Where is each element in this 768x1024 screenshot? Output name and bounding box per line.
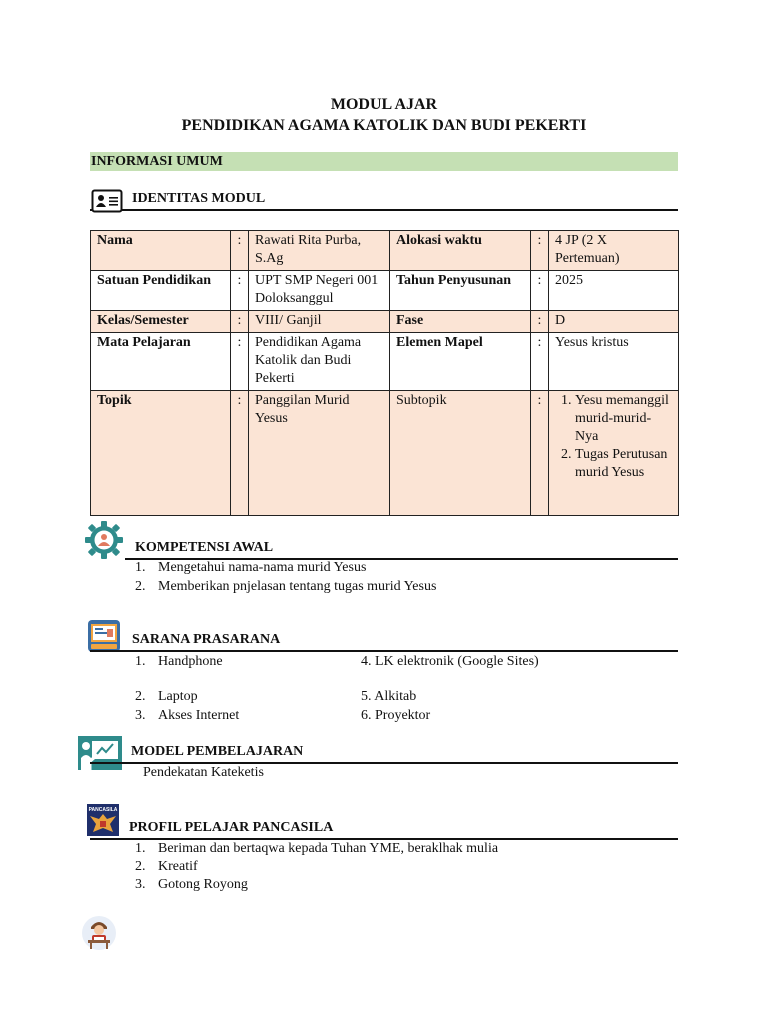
list-text-right: 5. Alkitab [361, 689, 417, 704]
gear-person-icon [84, 520, 124, 565]
module-title: MODUL AJAR [330, 96, 438, 113]
list-item: 1. Yesu memanggil murid-murid-Nya [575, 392, 672, 446]
kompetensi-heading-row [125, 538, 678, 560]
table-row [91, 271, 679, 311]
list-text: Gotong Royong [158, 877, 248, 892]
list-number: 1. [135, 654, 146, 669]
list-text: Beriman dan bertaqwa kepada Tuhan YME, beraklhak mulia [158, 841, 499, 856]
list-text: Laptop [158, 689, 198, 704]
colon: : [231, 271, 249, 311]
list-text-right: 4. LK elektronik (Google Sites) [361, 654, 539, 669]
subtopik-list [555, 392, 672, 482]
colon: : [531, 391, 549, 516]
row-value: Rawati Rita Purba, S.Ag [249, 231, 390, 271]
table-row [91, 333, 679, 391]
list-text: Kreatif [158, 859, 198, 874]
table-row [91, 231, 679, 271]
row-value: Yesus kristus [549, 333, 679, 391]
model-text: Pendekatan Kateketis [143, 765, 264, 780]
list-number: 2. [135, 689, 146, 704]
row-value: Pendidikan Agama Katolik dan Budi Pekerti [249, 333, 390, 391]
row-label: Nama [91, 231, 231, 271]
table-row [91, 311, 679, 333]
list-text: Mengetahui nama-nama murid Yesus [158, 560, 367, 575]
identitas-heading-row [90, 189, 678, 211]
identitas-heading: IDENTITAS MODUL [132, 191, 266, 206]
colon: : [531, 231, 549, 271]
table-row [91, 391, 679, 516]
colon: : [231, 391, 249, 516]
model-heading: MODEL PEMBELAJARAN [131, 744, 304, 759]
sarana-heading-row [90, 630, 678, 652]
list-number: 1. [135, 560, 146, 575]
model-heading-row [90, 742, 678, 764]
row-value: 2025 [549, 271, 679, 311]
row-label: Topik [91, 391, 231, 516]
kompetensi-heading: KOMPETENSI AWAL [135, 540, 274, 555]
row-value: D [549, 311, 679, 333]
profil-heading-row [90, 818, 678, 840]
subtopik-list-cell [549, 391, 679, 516]
pancasila-badge-text: PANCASILA [88, 807, 118, 813]
row-value: Panggilan Murid Yesus [249, 391, 390, 516]
list-item: 2. Tugas Perutusan murid Yesus [575, 446, 672, 482]
list-text-right: 6. Proyektor [361, 707, 431, 723]
list-number: 1. [135, 841, 146, 856]
row-label: Fase [390, 311, 531, 333]
row-label: Mata Pelajaran [91, 333, 231, 391]
module-subtitle: PENDIDIKAN AGAMA KATOLIK DAN BUDI PEKERTI [181, 117, 587, 134]
row-value: 4 JP (2 X Pertemuan) [549, 231, 679, 271]
row-label: Tahun Penyusunan [390, 271, 531, 311]
row-label: Kelas/Semester [91, 311, 231, 333]
list-text: Memberikan pnjelasan tentang tugas murid Yesus [158, 578, 437, 594]
list-text: Akses Internet [158, 707, 240, 723]
informasi-umum-band: INFORMASI UMUM [90, 152, 678, 171]
profil-heading: PROFIL PELAJAR PANCASILA [129, 820, 334, 835]
colon: : [231, 311, 249, 333]
row-label: Elemen Mapel [390, 333, 531, 391]
list-number: 2. [135, 859, 146, 874]
row-label: Satuan Pendidikan [91, 271, 231, 311]
row-label: Subtopik [390, 391, 531, 516]
row-value: VIII/ Ganjil [249, 311, 390, 333]
list-number: 3. [135, 707, 146, 723]
colon: : [531, 333, 549, 391]
colon: : [231, 333, 249, 391]
list-number: 3. [135, 877, 146, 892]
colon: : [531, 271, 549, 311]
id-card-icon [91, 189, 123, 218]
list-number: 2. [135, 578, 146, 594]
colon: : [231, 231, 249, 271]
sarana-heading: SARANA PRASARANA [132, 632, 281, 647]
identitas-table [90, 230, 679, 516]
row-label: Alokasi waktu [390, 231, 531, 271]
row-value: UPT SMP Negeri 001 Doloksanggul [249, 271, 390, 311]
list-text: Handphone [158, 654, 223, 669]
student-desk-icon [81, 915, 117, 956]
colon: : [531, 311, 549, 333]
